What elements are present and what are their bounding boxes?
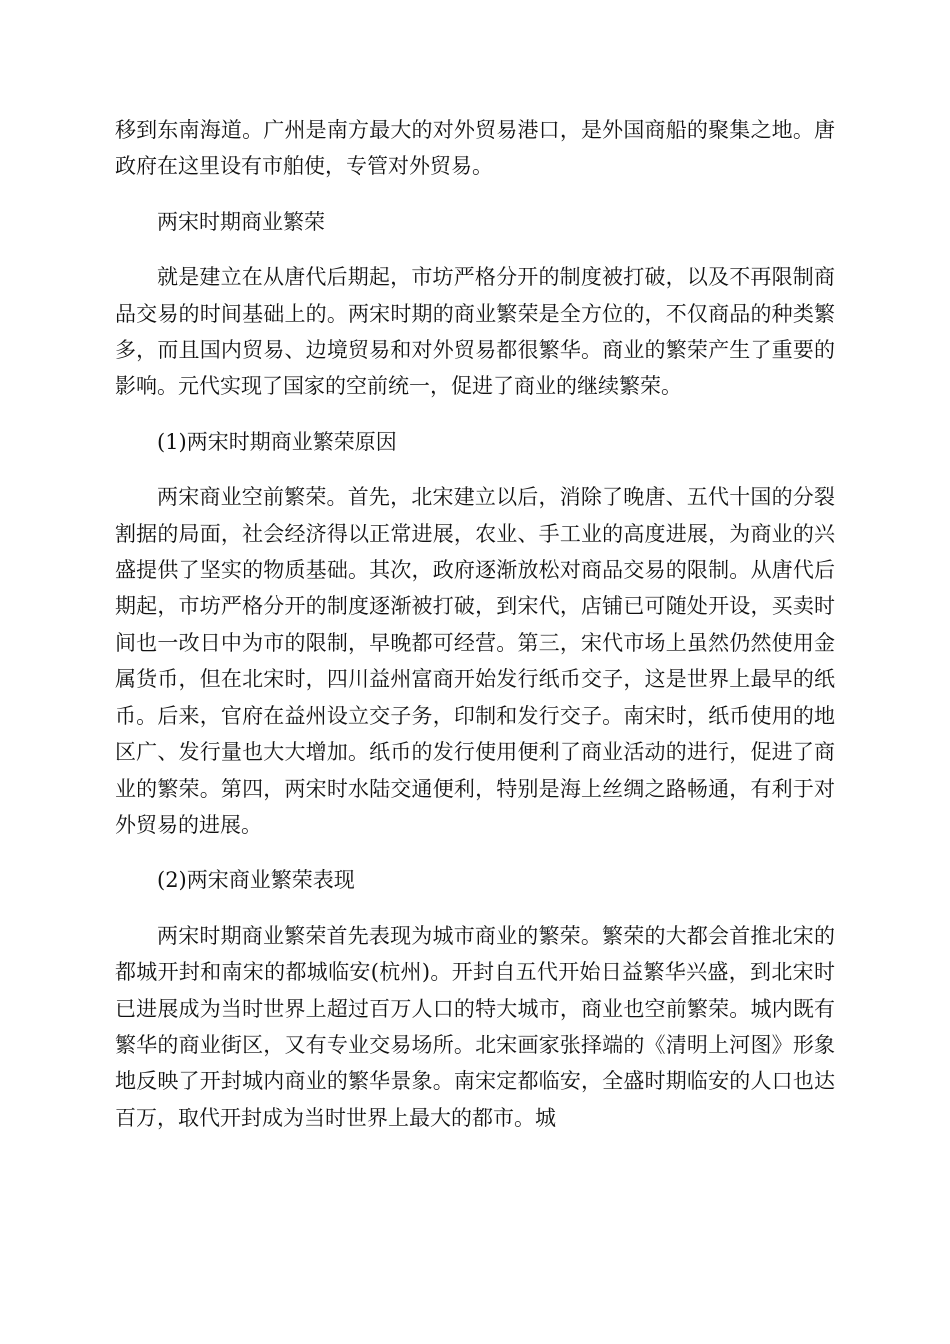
paragraph-continuation: 移到东南海道。广州是南方最大的对外贸易港口，是外国商船的聚集之地。唐政府在这里设有市舶使，专管对外贸易。 xyxy=(115,118,835,179)
paragraph-causes: 两宋商业空前繁荣。首先，北宋建立以后，消除了晚唐、五代十国的分裂割据的局面，社会经济得以正常进展，农业、手工业的高度进展，为商业的兴盛提供了坚实的物质基础。其次，政府逐渐放松对商品交易的限制。从唐代后期起，市坊严格分开的制度逐渐被打破，到宋代，店铺已可随处开设，买卖时间也一改日中为市的限制，早晚都可经营。第三，宋代市场上虽然仍然使用金属货币，但在北宋时，四川益州富商开始发行纸币交子，这是世界上最早的纸币。后来，官府在益州设立交子务，印制和发行交子。南宋时，纸币使用的地区广、发行量也大大增加。纸币的发行使用便利了商业活动的进行，促进了商业的繁荣。第四，两宋时水陆交通便利，特别是海上丝绸之路畅通，有利于对外贸易的进展。 xyxy=(115,485,835,837)
paragraph-song-commerce-intro: 就是建立在从唐代后期起，市坊严格分开的制度被打破，以及不再限制商品交易的时间基础上的。两宋时期的商业繁荣是全方位的，不仅商品的种类繁多，而且国内贸易、边境贸易和对外贸易都很繁华。商业的繁荣产生了重要的影响。元代实现了国家的空前统一，促进了商业的继续繁荣。 xyxy=(115,265,835,399)
section-heading-song-commerce: 两宋时期商业繁荣 xyxy=(157,209,325,234)
subheading-manifestations: (2)两宋商业繁荣表现 xyxy=(157,868,355,893)
subheading-causes: (1)两宋时期商业繁荣原因 xyxy=(157,429,397,454)
paragraph-manifestations: 两宋时期商业繁荣首先表现为城市商业的繁荣。繁荣的大都会首推北宋的都城开封和南宋的都城临安(杭州)。开封自五代开始日益繁华兴盛，到北宋时已进展成为当时世界上超过百万人口的特大城市，商业也空前繁荣。城内既有繁华的商业街区，又有专业交易场所。北宋画家张择端的《清明上河图》形象地反映了开封城内商业的繁华景象。南宋定都临安，全盛时期临安的人口也达百万，取代开封成为当时世界上最大的都市。城 xyxy=(115,923,835,1130)
document-page xyxy=(115,112,835,1155)
